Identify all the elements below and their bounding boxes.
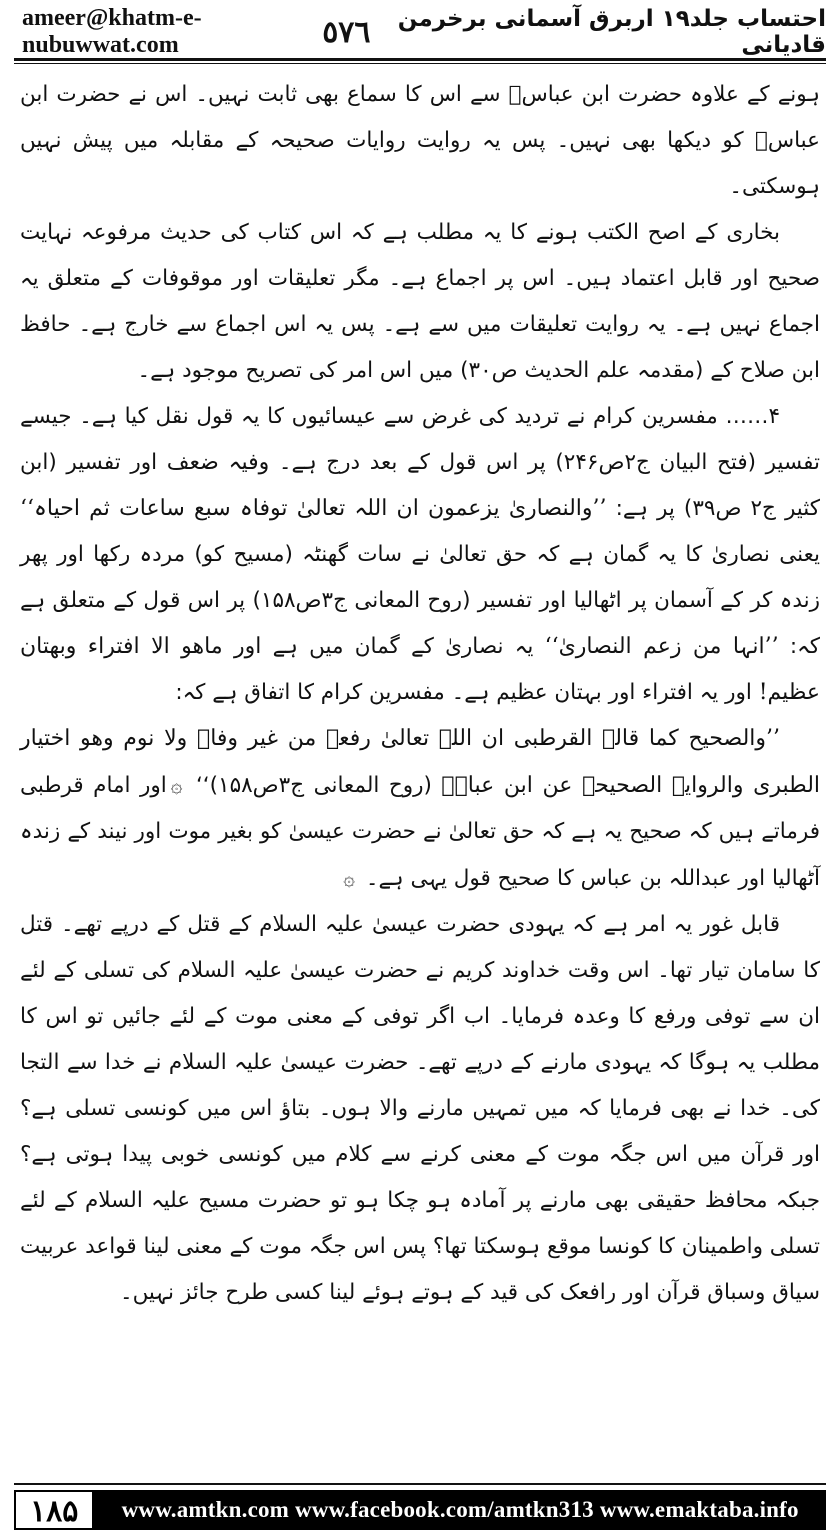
header-rule-thin: [14, 63, 826, 64]
paragraph-3-end: اور یہ افتراء اور بہتان عظیم ہے۔ مفسرین کرام کا اتفاق ہے کہ:: [175, 680, 752, 705]
header-left: [22, 5, 371, 59]
paragraph-3-mid-1: اور تفسیر (ابن کثیر ج۲ ص۳۹) پر ہے:: [20, 450, 821, 521]
arabic-quote-3: ’’انہا من زعم النصاریٰ‘‘: [544, 634, 779, 659]
paragraph-5: قابل غور یہ امر ہے کہ یہودی حضرت عیسیٰ علیہ السلام کے قتل کے درپے تھے۔ قتل کا سامان تیار تھا۔ اس وقت خداوند کریم نے حضرت عیسیٰ علیہ السلام کی تسلی کے لئے ان سے توفی ورفع کا وعدہ فرمایا۔ اب اگر توفی کے معنی موت کے لئے جائیں تو اس کا مطلب یہ ہوگا کہ یہودی مارنے کے درپے تھے۔ حضرت عیسیٰ علیہ السلام نے خدا سے التجا کی۔ خدا نے بھی فرمایا کہ میں تمہیں مارنے والا ہوں۔ بتاؤ اس میں کونسی تسلی ہے؟ اور قرآن میں اس جگہ موت کے معنی کرنے سے کلام میں کونسی خوبی پیدا ہوتی ہے؟ جبکہ محافظ حقیقی بھی مارنے پر آمادہ ہو چکا ہو تو حضرت مسیح علیہ السلام کے لئے تسلی واطمینان کا کونسا موقع ہوسکتا تھا؟ پس اس جگہ موت کے معنی لینا قواعد عربیت سیاق وسباق قرآن اور رافعک کی قید کے ہوتے ہوئے لینا کسی طرح جائز نہیں۔: [20, 912, 820, 1305]
page-footer: [14, 1490, 826, 1530]
arabic-quote-4: اور ماھو الا افتراء وبھتان عظیم!: [20, 634, 820, 705]
footer-rule: [14, 1483, 826, 1485]
arabic-quote-5: ’’والصحیح کما قالہ القرطبی ان اللہ تعالیٰ رفعہ من غیر وفاۃ ولا نوم وھو اختیار الطبری والروایۃ الصحیحۃ عن ابن عباسؓ: [20, 726, 821, 798]
page-header: [22, 5, 826, 58]
body-text: [20, 72, 820, 1316]
ornament-icon: ۞: [170, 773, 183, 797]
paragraph-4-translation: اور امام قرطبی فرماتے ہیں کہ صحیح یہ ہے کہ حق تعالیٰ نے حضرت عیسیٰ کو بغیر موت اور نیند کے زندہ آٹھالیا اور عبداللہ بن عباس کا صحیح قول یہی ہے۔: [20, 773, 820, 891]
footer-page-number: ۱۸۵: [14, 1490, 94, 1530]
arabic-quote-1: وفیہ ضعف: [166, 450, 270, 475]
header-page-number: ٥٧٦: [322, 14, 371, 50]
paragraph-1: ہونے کے علاوہ حضرت ابن عباسؓ سے اس کا سماع بھی ثابت نہیں۔ اس نے حضرت ابن عباسؓ کو دیکھا بھی نہیں۔ پس یہ روایت روایات صحیحہ کے مقابلہ میں پیش نہیں ہوسکتی۔: [20, 82, 820, 199]
ornament-icon-end: ۞: [343, 866, 355, 890]
paragraph-3-mid-3: یہ نصاریٰ کے گمان میں ہے: [272, 634, 534, 659]
paragraph-2: بخاری کے اصح الکتب ہونے کا یہ مطلب ہے کہ اس کتاب کی حدیث مرفوعہ نہایت صحیح اور قابل اعتماد ہیں۔ اس پر اجماع ہے۔ مگر تعلیقات اور موقوفات کے متعلق یہ اجماع نہیں ہے۔ یہ روایت تعلیقات میں سے ہے۔ پس یہ اس اجماع سے خارج ہے۔ حافظ ابن صلاح کے (مقدمہ علم الحدیث ص۳۰) میں اس امر کی تصریح موجود ہے۔: [20, 220, 820, 383]
header-book-title: احتساب جلد۱۹ اربرق آسمانی برخرمن قادیانی: [397, 6, 826, 58]
paragraph-4: [20, 716, 820, 902]
paragraph-3-lead: ۴…… مفسرین کرام نے تردید کی غرض سے عیسائیوں کا یہ قول نقل کیا ہے۔ جیسے تفسیر (فتح البیان ج۲ص۲۴۶) پر اس قول کے بعد درج ہے۔: [20, 404, 820, 475]
paragraph-3: [20, 394, 820, 716]
paragraph-3-mid-2: یعنی نصاریٰ کا یہ گمان ہے کہ حق تعالیٰ نے سات گھنٹہ (مسیح کو) مردہ رکھا اور پھر زندہ کر کے آسمان پر اٹھالیا اور تفسیر (روح المعانی ج۳ص۱۵۸) پر اس قول کے متعلق ہے کہ:: [20, 542, 820, 659]
reference-ruh-al-maani: (روح المعانی ج۳ص۱۵۸)‘‘: [195, 773, 432, 798]
arabic-quote-2: ’’والنصاریٰ یزعمون ان اللہ تعالیٰ توفاہ سبع ساعات ثم احیاہ‘‘: [20, 496, 607, 521]
header-email: ameer@khatm-e-nubuwwat.com: [22, 5, 202, 58]
footer-links[interactable]: www.amtkn.com www.facebook.com/amtkn313 www.emaktaba.info: [121, 1497, 799, 1522]
header-rule: [14, 58, 826, 61]
